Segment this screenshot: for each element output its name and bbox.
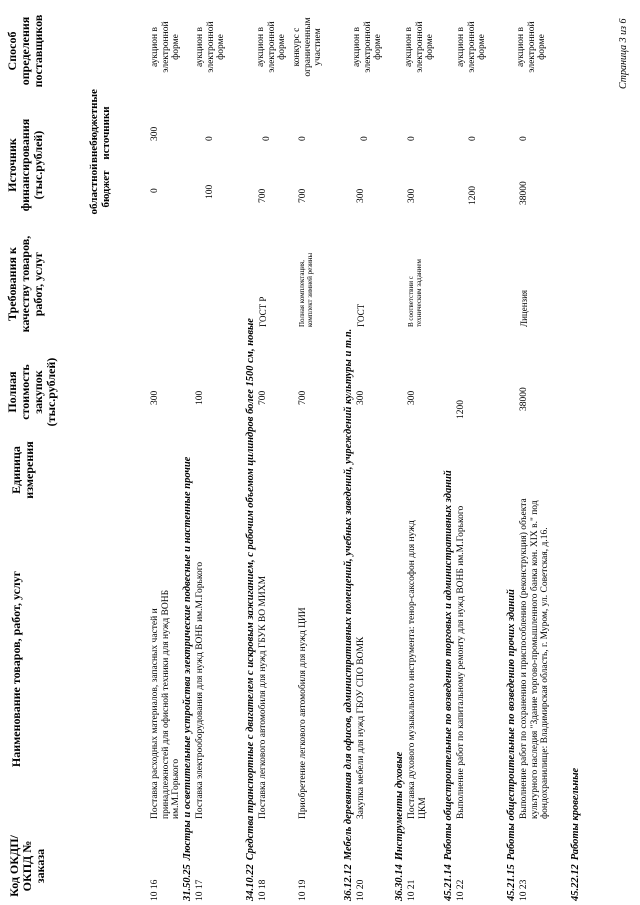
group-name: Люстры и осветительные устройства электрические подвесные и настенные прочие	[182, 456, 193, 861]
group-code: 36.30.14	[394, 864, 405, 901]
header-extra-sources: внебюджетные источники	[88, 89, 112, 163]
item-name: Поставка электрооборудования для нужд ВОНБ им.М.Горького	[195, 561, 205, 819]
group-heading	[245, 318, 256, 901]
order-code: 10 21	[407, 879, 417, 901]
group-name: Работы кровельные	[570, 767, 581, 861]
group-heading	[506, 589, 517, 901]
group-name: Инструменты духовые	[394, 751, 405, 861]
item-requirement: Лицензия	[519, 289, 529, 327]
order-code: 10 18	[258, 879, 268, 901]
item-requirement: Полная комплектация, комплект зимней резины	[298, 252, 314, 327]
header-unit: Единица измерения	[9, 441, 36, 499]
item-requirement: ГОСТ Р	[258, 296, 268, 327]
item-method: аукцион в электронной форме	[256, 21, 287, 73]
item-regional: 700	[298, 188, 308, 203]
order-code: 10 23	[519, 879, 529, 901]
item-extra: 0	[519, 136, 529, 141]
item-extra: 0	[468, 136, 478, 141]
group-name: Средства транспортные с двигателем с искровым зажиганием, с рабочим объемом цилиндров более 1500 см, новые	[245, 318, 256, 861]
item-extra: 300	[150, 126, 160, 141]
item-extra: 0	[298, 136, 308, 141]
group-heading	[394, 752, 405, 901]
item-cost: 1200	[456, 400, 466, 419]
item-regional: 100	[205, 184, 215, 199]
group-heading	[443, 470, 454, 901]
item-method: конкурс с ограниченным участием	[292, 17, 323, 77]
item-name: Поставка духового музыкального инструмента: тенор-саксофон для нужд ЦКМ	[407, 520, 428, 819]
group-code: 45.21.14	[443, 864, 454, 901]
group-code: 36.12.12	[343, 864, 354, 901]
item-extra: 0	[407, 136, 417, 141]
item-name: Выполнение работ по капитальному ремонту для нужд ВОНБ им.М.Горького	[456, 505, 466, 819]
item-method: аукцион в электронной форме	[352, 21, 383, 73]
order-code: 10 16	[150, 879, 160, 901]
header-sources: Источник финансирования (тыс.рублей)	[5, 118, 45, 212]
item-regional: 300	[407, 188, 417, 203]
item-regional: 38000	[519, 181, 529, 205]
item-regional: 1200	[468, 186, 478, 205]
group-code: 45.21.15	[506, 864, 517, 901]
item-cost: 100	[195, 390, 205, 405]
order-code: 10 22	[456, 879, 466, 901]
item-name: Закупка мебели для нужд ГБОУ СПО ВОМК	[356, 636, 366, 819]
order-code: 10 20	[356, 879, 366, 901]
item-method: аукцион в электронной форме	[516, 21, 547, 73]
item-requirement: В соответствии с техническим заданием	[407, 259, 423, 327]
group-code: 34.10.22	[245, 864, 256, 901]
item-method: аукцион в электронной форме	[456, 21, 487, 73]
item-cost: 300	[407, 390, 417, 405]
item-requirement: ГОСТ	[356, 303, 366, 327]
item-regional: 300	[356, 188, 366, 203]
group-heading	[182, 457, 193, 901]
header-code: Код ОКДП/ ОКПД № заказа	[7, 835, 47, 897]
item-cost: 38000	[519, 387, 529, 411]
item-extra: 0	[205, 136, 215, 141]
item-method: аукцион в электронной форме	[195, 21, 226, 73]
group-name: Мебель деревянная для офисов, административных помещений, учебных заведений, учреждений культуры и т.п.	[343, 328, 354, 861]
item-regional: 700	[258, 188, 268, 203]
item-name: Поставка расходных материалов, запасных частей и принадлежностей для офисной техники для нужд ВОНБ им.М.Горького	[150, 589, 181, 819]
group-code: 45.22.12	[570, 864, 581, 901]
item-name: Приобретение легкового автомобиля для нужд ЦИИ	[298, 607, 308, 819]
order-code: 10 19	[298, 879, 308, 901]
page-number: Страница 3 из 6	[618, 18, 629, 89]
item-method: аукцион в электронной форме	[404, 21, 435, 73]
item-name: Поставка легкового автомобиля для нужд ГБУК ВО МИХМ	[258, 575, 268, 819]
item-cost: 700	[258, 390, 268, 405]
header-regional-budget: областной бюджет	[88, 163, 112, 215]
header-cost: Полная стоимость закупок (тыс.рублей)	[5, 357, 58, 427]
item-extra: 0	[262, 136, 272, 141]
header-method: Способ определения поставщиков	[5, 14, 45, 88]
header-requirements: Требования к качеству товаров, работ, услуг	[5, 235, 45, 333]
group-name: Работы общестроительные по возведению торговых и административных зданий	[443, 470, 454, 861]
header-name: Наименование товаров, работ, услуг	[9, 570, 23, 768]
item-regional: 0	[150, 188, 160, 193]
item-name: Выполнение работ по сохранению и приспособлению (реконструкция) объекта культурного наследия "Здание торгово-промышленного банка кон. XIX в." под фондохранилище: Владимирская область, г. Муром, ул. Советская, д.16.	[519, 498, 550, 819]
item-method: аукцион в электронной форме	[150, 21, 181, 73]
item-cost: 300	[150, 390, 160, 405]
order-code: 10 17	[195, 879, 205, 901]
group-heading	[570, 768, 581, 901]
group-heading	[343, 329, 354, 901]
item-extra: 0	[360, 136, 370, 141]
group-code: 31.50.25	[182, 864, 193, 901]
group-name: Работы общестроительные по возведению прочих зданий	[506, 589, 517, 861]
item-cost: 300	[356, 390, 366, 405]
item-cost: 700	[298, 390, 308, 405]
